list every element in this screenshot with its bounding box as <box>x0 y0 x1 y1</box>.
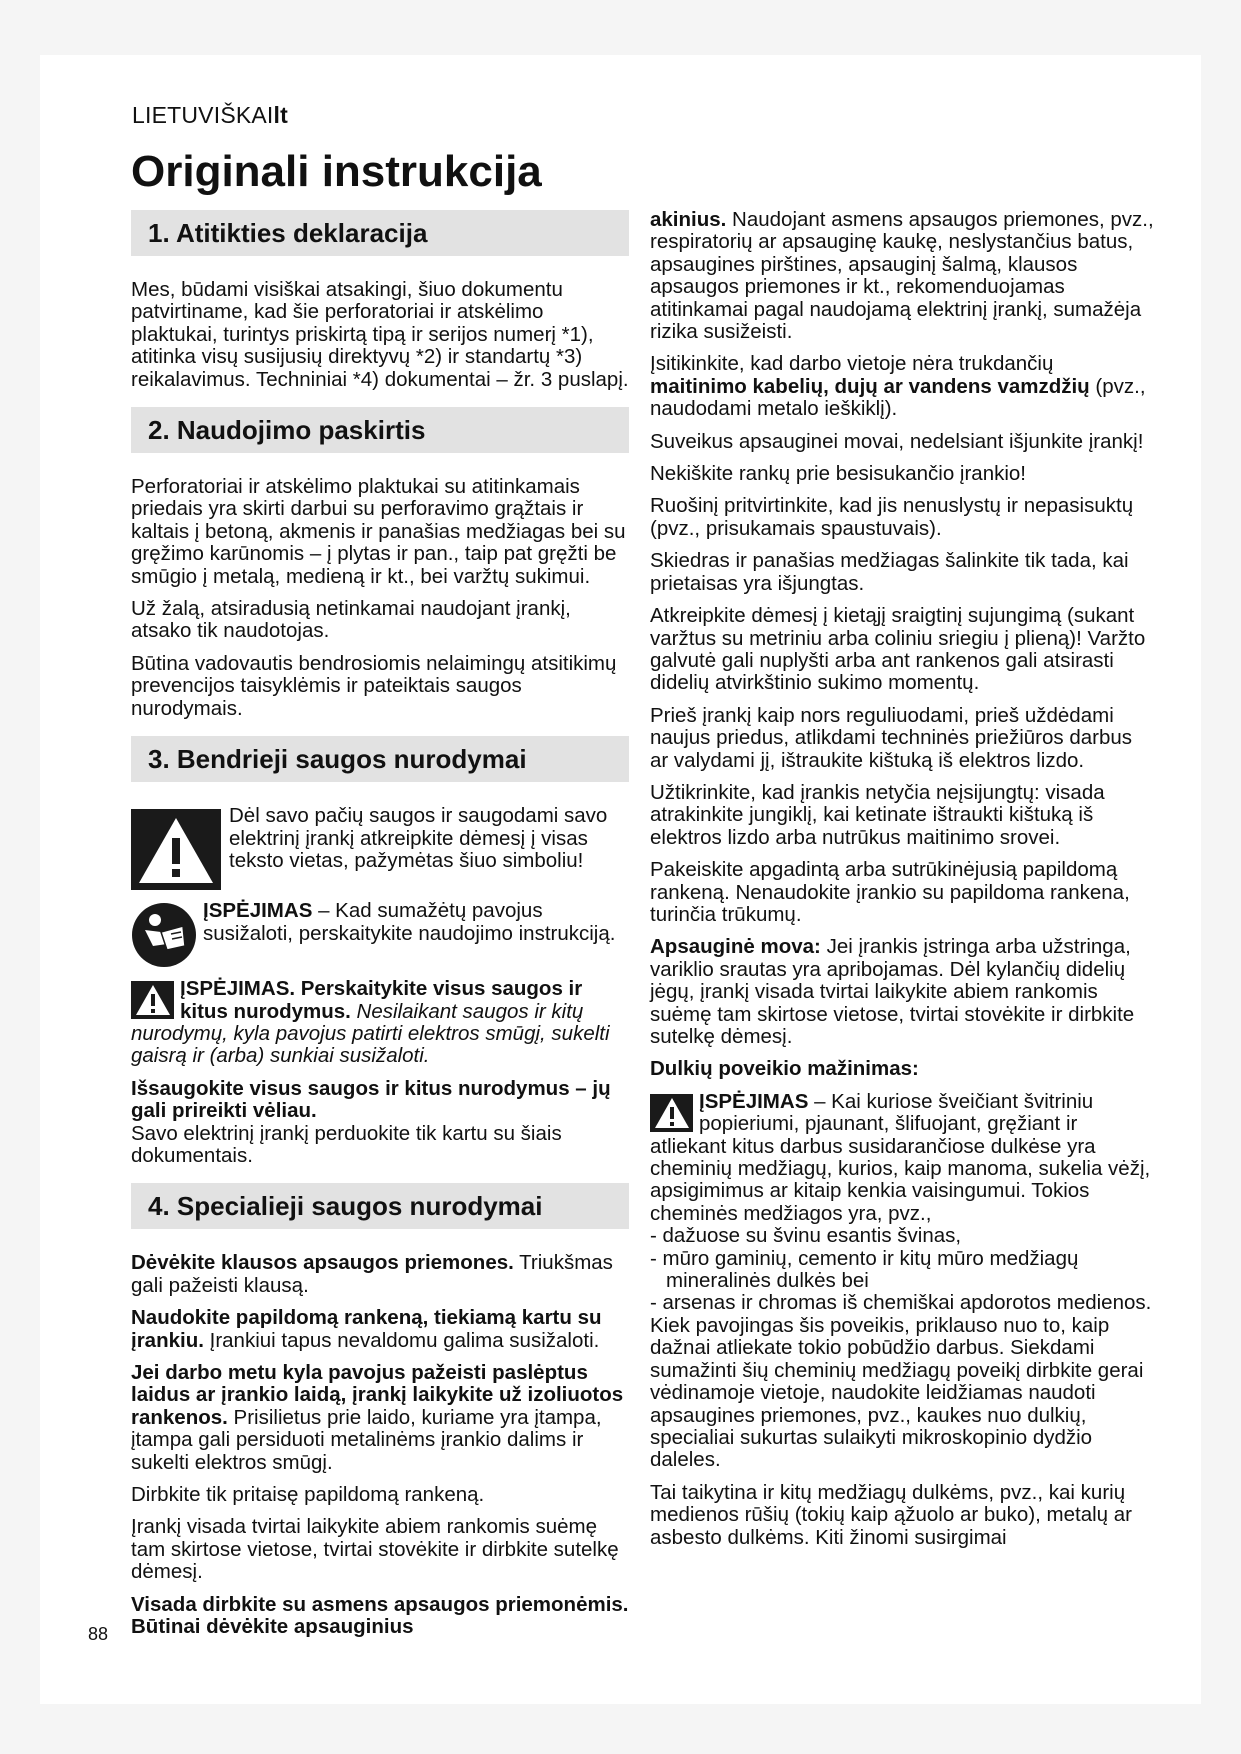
page-title: Originali instrukcija <box>131 147 542 196</box>
section-heading-2: 2. Naudojimo paskirtis <box>131 407 629 453</box>
paragraph <box>131 1362 629 1474</box>
bold-lead: Apsauginė mova: <box>650 935 821 959</box>
paragraph: Mes, būdami visiškai atsakingi, šiuo dokumentu patvirtiname, kad šie perforatoriai ir atskėlimo plaktukai, turintys priskirtą tipą ir serijos numerį *1), atitinka visų susijusių direktyvų *2) ir standartų *3) reikalavimus. Techniniai *4) dokumentai – žr. 3 puslapį. <box>131 278 629 391</box>
paragraph: Ruošinį pritvirtinkite, kad jis nenuslystų ir nepasisuktų (pvz., prisukamais spaustuvais). <box>650 494 1134 540</box>
dust-heading: Dulkių poveikio mažinimas: <box>650 1057 919 1081</box>
section-heading-4: 4. Specialieji saugos nurodymai <box>131 1183 629 1229</box>
paragraph: Perforatoriai ir atskėlimo plaktukai su atitinkamais priedais yra skirti darbui su perforavimo grąžtais ir kaltais į betoną, akmenis ir panašias medžiagas bei su gręžimo karūnomis – į plytas ir pan., taip pat gręžti be smūgio į metalą, medieną ir kt., bei varžtų sukimui. <box>131 475 626 588</box>
warning-text: – Kai kuriose šveičiant švitriniu popieriumi, pjaunant, šlifuojant, gręžiant ir atliekant kitus darbus susidarančiose dulkėse yra cheminių medžiagų, kurios, kaip manoma, sukelia vėžį, apsigimimus ar kitaip kenkia vaisingumui. Tokios cheminės medžiagos yra, pvz., <box>650 1089 1151 1225</box>
bold-lead: akinius. <box>650 208 727 231</box>
paragraph: Prieš įrankį kaip nors reguliuodami, prieš uždėdami naujus priedus, atlikdami techninės priežiūros darbus ar valydami jį, ištraukite kištuką iš elektros lizdo. <box>650 703 1133 772</box>
warning-label: ĮSPĖJIMAS <box>203 899 313 923</box>
bold-lead: Naudokite papildomą rankeną, tiekiamą kartu su įrankiu. <box>131 1306 602 1352</box>
keep-instructions <box>131 1078 629 1168</box>
text: Triukšmas gali pažeisti klausą. <box>131 1251 613 1297</box>
paragraph: Už žalą, atsiradusią netinkamai naudojant įrankį, atsako tik naudotojas. <box>131 597 571 643</box>
paragraph <box>131 1307 629 1352</box>
paragraph: Visada dirbkite su asmens apsaugos priemonėmis. Būtinai dėvėkite apsauginius <box>131 1592 629 1639</box>
list-item: - mūro gaminių, cemento ir kitų mūro medžiagų mineralinės dulkės bei <box>650 1246 1079 1293</box>
warning-italic: Nesilaikant saugos ir kitų nurodymų, kyla pavojus patirti elektros smūgį, sukelti gaisrą ir (arba) sunkiai susižaloti. <box>131 999 610 1068</box>
list-item: - dažuose su švinu esantis švinas, <box>650 1224 962 1248</box>
section-heading-1: 1. Atitikties deklaracija <box>131 210 629 256</box>
warning-triangle-icon <box>131 981 174 1019</box>
paragraph: Skiedras ir panašias medžiagas šalinkite tik tada, kai prietaisas yra išjungtas. <box>650 549 1129 595</box>
paragraph: Dirbkite tik pritaisę papildomą rankeną. <box>131 1483 485 1506</box>
page-number: 88 <box>88 1624 109 1644</box>
text: Naudojant asmens apsaugos priemones, pvz., respiratorių ar apsauginę kaukę, neslystančius batus, apsaugines pirštines, apsauginį šalmą, klausos apsaugos priemones ir kt., rekomenduojamas atitinkamai pagal naudojamą elektrinį įrankį, sumažėja rizika susižeisti. <box>650 208 1154 344</box>
keep-bold: Išsaugokite visus saugos ir kitus nurodymus – jų gali prireikti vėliau. <box>131 1076 611 1123</box>
bold-lead: Dėvėkite klausos apsaugos priemones. <box>131 1251 514 1275</box>
text: Prisilietus prie laido, kuriame yra įtampa, įtampa gali persiduoti metalinėms įrankio dalims ir sukelti elektros smūgį. <box>131 1405 602 1474</box>
symbol-explanation: Dėl savo pačių saugos ir saugodami savo elektrinį įrankį atkreipkite dėmesį į visas teksto vietas, pažymėtas šiuo simboliu! <box>229 804 608 872</box>
paragraph: Nekiškite rankų prie besisukančio įrankio! <box>650 462 1027 486</box>
general-warning-block <box>131 805 629 890</box>
read-manual-warning <box>131 900 629 968</box>
read-all-warning <box>131 978 629 1068</box>
paragraph <box>131 1252 629 1297</box>
keep-text: Savo elektrinį įrankį perduokite tik kartu su šiais dokumentais. <box>131 1121 562 1167</box>
list-item: - arsenas ir chromas iš chemiškai apdorotos medienos. <box>650 1291 1152 1315</box>
warning-text: – Kad sumažėtų pavojus susižaloti, perskaitykite naudojimo instrukciją. <box>203 899 616 945</box>
dust-warning <box>650 1091 1155 1225</box>
warning-triangle-icon <box>131 809 221 890</box>
text: (pvz., naudodami metalo ieškiklį). <box>650 374 1146 421</box>
text: Įrankiui tapus nevaldomu galima susižaloti. <box>203 1328 600 1352</box>
paragraph: Tai taikytina ir kitų medžiagų dulkėms, pvz., kai kurių medienos rūšių (tokių kaip ąžuolo ar buko), metalų ar asbesto dulkėms. Kiti žinomi susirgimai <box>650 1480 1132 1549</box>
paragraph: Įrankį visada tvirtai laikykite abiem rankomis suėmę tam skirtose vietose, tvirtai stovėkite ir dirbkite sutelkę dėmesį. <box>131 1515 619 1584</box>
paragraph: Suveikus apsauginei movai, nedelsiant išjunkite įrankį! <box>650 429 1144 453</box>
paragraph: Atkreipkite dėmesį į kietąjį sraigtinį sujungimą (sukant varžtus su metriniu arba coliniu sriegiu į plieną)! Varžto galvutė gali nuplyšti arba ant rankenos gali atsirasti didelių atvirkštinio sukimo momentų. <box>650 604 1146 695</box>
paragraph <box>650 209 1155 343</box>
bold-inline: maitinimo kabelių, dujų ar vandens vamzdžių <box>650 374 1090 398</box>
warning-label: ĮSPĖJIMAS <box>699 1089 809 1113</box>
paragraph: Būtina vadovautis bendrosiomis nelaimingų atsitikimų prevencijos taisyklėmis ir pateiktais saugos nurodymais. <box>131 651 617 720</box>
warning-triangle-icon <box>650 1094 693 1132</box>
warning-bold: ĮSPĖJIMAS. Perskaitykite visus saugos ir kitus nurodymus. <box>180 977 583 1023</box>
right-column <box>650 209 1155 1559</box>
section-heading-3: 3. Bendrieji saugos nurodymai <box>131 736 629 782</box>
language-header: LIETUVIŠKAIlt <box>132 102 288 128</box>
text: Įsitikinkite, kad darbo vietoje nėra trukdančių <box>650 352 1054 376</box>
left-column <box>131 210 629 1648</box>
paragraph: Kiek pavojingas šis poveikis, priklauso nuo to, kaip dažnai atliekate tokio pobūdžio darbus. Siekdami sumažinti šių cheminių medžiagų poveikį dirbkite gerai vėdinamoje vietoje, naudokite leidžiamas naudoti apsaugines priemones, pvz., kaukes nuo dulkių, specialiai sukurtas sulaikyti mikroskopinio dydžio daleles. <box>650 1313 1144 1472</box>
paragraph: Pakeiskite apgadintą arba sutrūkinėjusią papildomą rankeną. Nenaudokite įrankio su papildoma rankena, turinčia trūkumų. <box>650 858 1130 926</box>
paragraph: Užtikrinkite, kad įrankis netyčia neįsijungtų: visada atrakinkite jungiklį, kai ketinate ištraukti kištuką iš elektros lizdo arba nutrūkus maitinimo srovei. <box>650 780 1105 849</box>
read-manual-icon <box>131 902 197 968</box>
paragraph <box>650 936 1155 1048</box>
text: Jei įrankis įstringa arba užstringa, variklio srautas yra apribojamas. Dėl kylančių didelių jėgų, įrankį visada tvirtai laikykite abiem rankomis suėmę tam skirtose vietose, tvirtai stovėkite ir dirbkite sutelkę dėmesį. <box>650 935 1135 1048</box>
paragraph <box>650 353 1155 420</box>
bold-lead: Jei darbo metu kyla pavojus pažeisti paslėptus laidus ar įrankio laidą, įrankį laikykite už izoliuotos rankenos. <box>131 1360 624 1429</box>
